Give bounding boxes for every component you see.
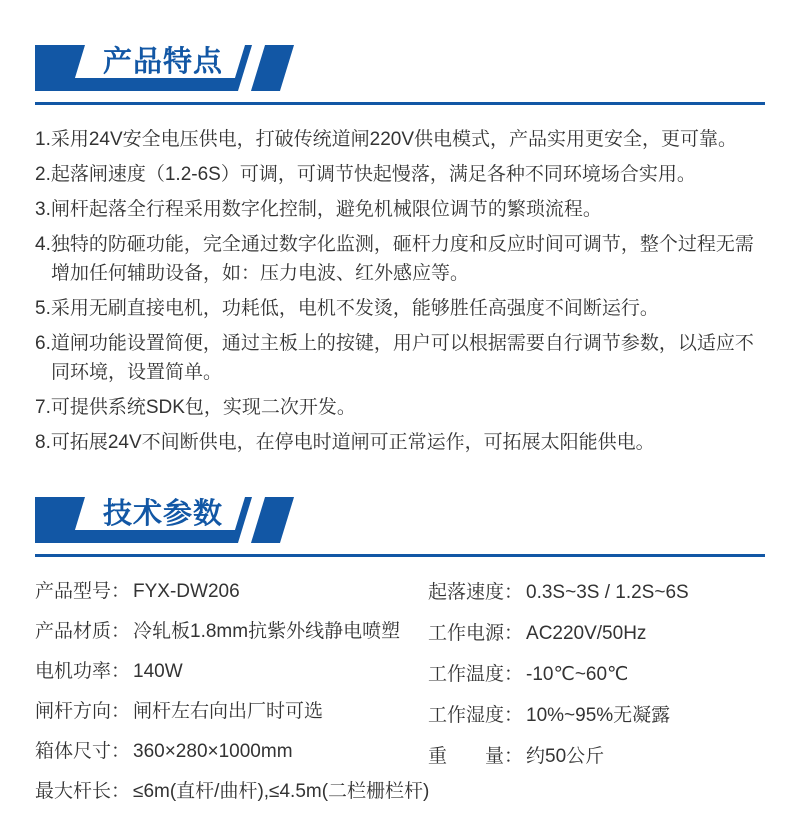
specs-section-title: 技术参数 bbox=[103, 498, 224, 530]
spec-value: 冷轧板1.8mm抗紫外线静电喷塑 bbox=[133, 621, 401, 642]
specs-section-header bbox=[35, 497, 355, 543]
feature-item-4: 4.独特的防砸功能，完全通过数字化监测，砸杆力度和反应时间可调节，整个过程无需增加任何辅助设备，如：压力电波、红外感应等。 bbox=[35, 234, 754, 284]
spec-value: 约50公斤 bbox=[526, 746, 605, 767]
spec-value: -10℃~60℃ bbox=[526, 664, 629, 685]
banner-underline-bar bbox=[71, 78, 239, 91]
top-spacer bbox=[35, 0, 765, 45]
spec-label: 工作电源： bbox=[428, 623, 524, 644]
features-section-header bbox=[35, 45, 355, 91]
spec-row-weight bbox=[428, 736, 765, 777]
spec-row-arm-direction bbox=[35, 692, 428, 732]
spec-row-motor-power bbox=[35, 652, 428, 692]
spec-row-max-arm-length bbox=[35, 772, 428, 812]
feature-item-8: 8.可拓展24V不间断供电，在停电时道闸可正常运作，可拓展太阳能供电。 bbox=[35, 432, 655, 453]
feature-item-3: 3.闸杆起落全行程采用数字化控制，避免机械限位调节的繁琐流程。 bbox=[35, 199, 602, 220]
specs-column-left bbox=[35, 572, 428, 812]
spec-value: 闸杆左右向出厂时可选 bbox=[133, 701, 324, 722]
spec-row-power-supply bbox=[428, 613, 765, 654]
banner-slash-thin-icon bbox=[231, 497, 252, 543]
spec-label: 重 量： bbox=[428, 746, 524, 767]
feature-item-6: 6.道闸功能设置简便，通过主板上的按键，用户可以根据需要自行调节参数，以适应不同环境，设置简单。 bbox=[35, 333, 754, 383]
spec-value: AC220V/50Hz bbox=[526, 623, 647, 644]
spec-value: 10%~95%无凝露 bbox=[526, 705, 671, 726]
features-list bbox=[35, 125, 765, 457]
spec-value: ≤6m(直杆/曲杆),≤4.5m(二栏栅栏杆) bbox=[133, 781, 430, 802]
spec-label: 工作湿度： bbox=[428, 705, 524, 726]
spec-label: 闸杆方向： bbox=[35, 701, 131, 722]
section-gap bbox=[35, 463, 765, 497]
feature-item-7: 7.可提供系统SDK包，实现二次开发。 bbox=[35, 397, 356, 418]
spec-value: 0.3S~3S / 1.2S~6S bbox=[526, 582, 689, 603]
spec-row-lift-speed bbox=[428, 572, 765, 613]
spec-label: 起落速度： bbox=[428, 582, 524, 603]
spec-row-model bbox=[35, 572, 428, 612]
specs-column-right bbox=[428, 572, 765, 812]
banner-slash-thin-icon bbox=[231, 45, 252, 91]
section-divider-line bbox=[35, 554, 765, 557]
spec-label: 最大杆长： bbox=[35, 781, 131, 802]
spec-row-work-temperature bbox=[428, 654, 765, 695]
feature-item-2: 2.起落闸速度（1.2-6S）可调，可调节快起慢落，满足各种不同环境场合实用。 bbox=[35, 164, 696, 185]
banner-underline-bar bbox=[71, 530, 239, 543]
spec-value: 360×280×1000mm bbox=[133, 741, 293, 762]
spec-label: 箱体尺寸： bbox=[35, 741, 131, 762]
spec-label: 工作温度： bbox=[428, 664, 524, 685]
spec-row-material bbox=[35, 612, 428, 652]
feature-item-5: 5.采用无刷直接电机，功耗低，电机不发烫，能够胜任高强度不间断运行。 bbox=[35, 298, 659, 319]
section-divider-line bbox=[35, 102, 765, 105]
spec-label: 产品型号： bbox=[35, 581, 131, 602]
spec-label: 电机功率： bbox=[35, 661, 131, 682]
features-section-title: 产品特点 bbox=[103, 46, 224, 78]
specs-table bbox=[35, 572, 765, 812]
spec-label: 产品材质： bbox=[35, 621, 131, 642]
spec-row-box-size bbox=[35, 732, 428, 772]
banner-slash-wide-icon bbox=[251, 497, 294, 543]
spec-value: 140W bbox=[133, 661, 183, 682]
feature-item-1: 1.采用24V安全电压供电，打破传统道闸220V供电模式，产品实用更安全，更可靠。 bbox=[35, 129, 738, 150]
spec-value: FYX-DW206 bbox=[133, 581, 240, 602]
spec-row-work-humidity bbox=[428, 695, 765, 736]
banner-slash-wide-icon bbox=[251, 45, 294, 91]
